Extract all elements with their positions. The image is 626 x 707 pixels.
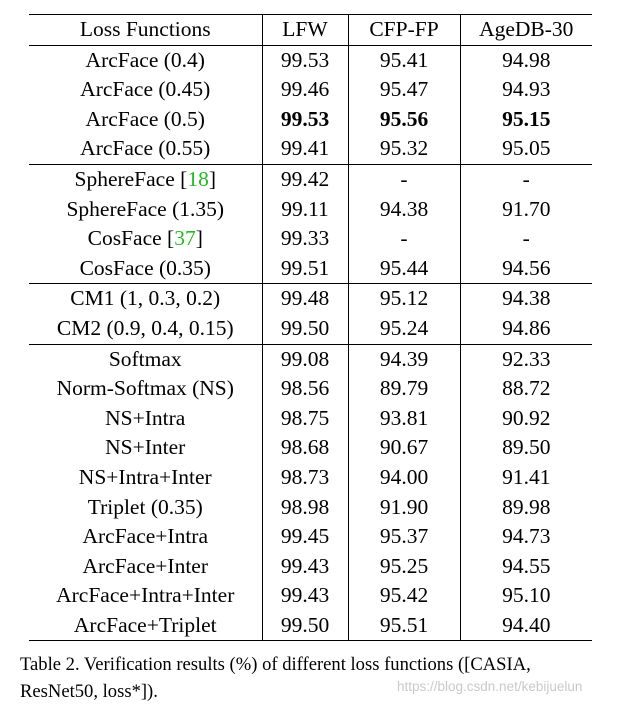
agedb-30-value: 94.38 — [460, 284, 592, 314]
loss-function-cell — [29, 75, 262, 105]
lfw-value: 99.11 — [262, 195, 348, 225]
header-cfp-fp: CFP-FP — [348, 15, 460, 46]
table-row — [29, 374, 592, 404]
lfw-value: 99.51 — [262, 254, 348, 284]
cfp-fp-value: 95.42 — [348, 581, 460, 611]
lfw-value: 99.42 — [262, 164, 348, 194]
loss-function-name: ArcFace (0.45) — [80, 77, 211, 102]
loss-function-cell — [29, 463, 262, 493]
agedb-30-value: 91.70 — [460, 195, 592, 225]
header-lfw: LFW — [262, 15, 348, 46]
loss-function-name: ArcFace+Inter — [82, 553, 209, 578]
cfp-fp-value: 95.47 — [348, 75, 460, 105]
lfw-value: 99.46 — [262, 75, 348, 105]
table-row — [29, 493, 592, 523]
loss-function-name: ArcFace+Triplet — [73, 612, 217, 637]
loss-function-name: NS+Intra — [105, 405, 186, 430]
cfp-fp-value: 95.25 — [348, 552, 460, 582]
lfw-value: 99.45 — [262, 522, 348, 552]
loss-function-cell — [29, 374, 262, 404]
table-row — [29, 433, 592, 463]
citation-link[interactable]: 18 — [187, 166, 209, 191]
loss-function-name: CM2 (0.9, 0.4, 0.15) — [56, 315, 234, 340]
loss-function-cell — [29, 493, 262, 523]
loss-function-cell — [29, 522, 262, 552]
lfw-value: 98.73 — [262, 463, 348, 493]
agedb-30-value: 94.55 — [460, 552, 592, 582]
lfw-value: 98.68 — [262, 433, 348, 463]
loss-function-cell — [29, 254, 262, 284]
table-row — [29, 552, 592, 582]
table-caption: Table 2. Verification results (%) of different loss functions ([CASIA, ResNet50, loss*]). — [20, 654, 531, 702]
loss-function-name: CosFace — [87, 226, 162, 251]
cfp-fp-value: 95.24 — [348, 314, 460, 344]
loss-function-name: Triplet (0.35) — [87, 494, 203, 519]
header-loss-functions: Loss Functions — [29, 15, 262, 46]
lfw-value: 98.98 — [262, 493, 348, 523]
table-row — [29, 164, 592, 194]
loss-function-name: Softmax — [108, 346, 182, 371]
lfw-value: 99.41 — [262, 134, 348, 164]
cfp-fp-value: - — [348, 164, 460, 194]
table-row — [29, 224, 592, 254]
agedb-30-value: 89.98 — [460, 493, 592, 523]
cfp-fp-value: 91.90 — [348, 493, 460, 523]
agedb-30-value: 88.72 — [460, 374, 592, 404]
cfp-fp-value: 95.12 — [348, 284, 460, 314]
cfp-fp-value: 95.32 — [348, 134, 460, 164]
loss-function-name: SphereFace (1.35) — [66, 196, 225, 221]
loss-function-name: ArcFace (0.5) — [85, 106, 205, 131]
lfw-value: 99.48 — [262, 284, 348, 314]
cfp-fp-value: 95.37 — [348, 522, 460, 552]
table-row — [29, 105, 592, 135]
loss-function-name: ArcFace+Intra — [82, 524, 209, 549]
agedb-30-value: 90.92 — [460, 404, 592, 434]
agedb-30-value: 89.50 — [460, 433, 592, 463]
loss-function-name: SphereFace — [74, 166, 175, 191]
cfp-fp-value: 94.00 — [348, 463, 460, 493]
header-agedb-30: AgeDB-30 — [460, 15, 592, 46]
cfp-fp-value: 94.38 — [348, 195, 460, 225]
loss-function-cell — [29, 611, 262, 641]
table-row — [29, 284, 592, 314]
cfp-fp-value: 89.79 — [348, 374, 460, 404]
lfw-value: 99.43 — [262, 552, 348, 582]
cfp-fp-value: 95.56 — [348, 105, 460, 135]
citation-link[interactable]: 37 — [174, 226, 196, 251]
loss-function-cell — [29, 284, 262, 314]
loss-function-name: NS+Inter — [105, 435, 186, 460]
table-row — [29, 344, 592, 374]
agedb-30-value: 94.40 — [460, 611, 592, 641]
loss-function-name: Norm-Softmax (NS) — [56, 376, 234, 401]
lfw-value: 98.56 — [262, 374, 348, 404]
loss-function-cell — [29, 552, 262, 582]
table-body — [29, 45, 592, 641]
lfw-value: 99.53 — [262, 105, 348, 135]
agedb-30-value: 94.98 — [460, 45, 592, 75]
table-row — [29, 134, 592, 164]
loss-function-cell — [29, 314, 262, 344]
loss-function-cell — [29, 433, 262, 463]
lfw-value: 99.50 — [262, 314, 348, 344]
table-row — [29, 75, 592, 105]
watermark: https://blog.csdn.net/kebijuelun — [397, 679, 583, 694]
cfp-fp-value: 95.44 — [348, 254, 460, 284]
agedb-30-value: - — [460, 224, 592, 254]
lfw-value: 99.53 — [262, 45, 348, 75]
table-row — [29, 522, 592, 552]
table-row — [29, 45, 592, 75]
loss-function-name: CosFace (0.35) — [79, 255, 211, 280]
loss-function-cell — [29, 581, 262, 611]
loss-function-cell: CosFace [37] — [87, 226, 203, 251]
agedb-30-value: 94.86 — [460, 314, 592, 344]
loss-function-name: ArcFace (0.4) — [85, 47, 205, 72]
loss-function-cell — [29, 134, 262, 164]
loss-function-name: ArcFace (0.55) — [80, 136, 211, 161]
loss-function-cell: SphereFace [18] — [74, 166, 216, 191]
table-row — [29, 314, 592, 344]
cfp-fp-value: - — [348, 224, 460, 254]
cfp-fp-value: 90.67 — [348, 433, 460, 463]
results-table-container — [29, 14, 592, 641]
table-row — [29, 611, 592, 641]
lfw-value: 99.33 — [262, 224, 348, 254]
loss-function-cell — [29, 195, 262, 225]
loss-function-name: NS+Intra+Inter — [78, 464, 212, 489]
agedb-30-value: 94.93 — [460, 75, 592, 105]
lfw-value: 99.43 — [262, 581, 348, 611]
table-row — [29, 404, 592, 434]
agedb-30-value: 92.33 — [460, 344, 592, 374]
table-row — [29, 254, 592, 284]
table-row — [29, 195, 592, 225]
agedb-30-value: - — [460, 164, 592, 194]
loss-function-cell — [29, 45, 262, 75]
table-row — [29, 581, 592, 611]
loss-function-cell — [29, 344, 262, 374]
cfp-fp-value: 95.41 — [348, 45, 460, 75]
cfp-fp-value: 93.81 — [348, 404, 460, 434]
lfw-value: 99.50 — [262, 611, 348, 641]
agedb-30-value: 94.73 — [460, 522, 592, 552]
lfw-value: 99.08 — [262, 344, 348, 374]
agedb-30-value: 95.10 — [460, 581, 592, 611]
agedb-30-value: 94.56 — [460, 254, 592, 284]
table-header-row — [29, 15, 592, 46]
results-table — [29, 14, 592, 641]
lfw-value: 98.75 — [262, 404, 348, 434]
loss-function-cell — [29, 105, 262, 135]
agedb-30-value: 95.15 — [460, 105, 592, 135]
cfp-fp-value: 94.39 — [348, 344, 460, 374]
cfp-fp-value: 95.51 — [348, 611, 460, 641]
agedb-30-value: 95.05 — [460, 134, 592, 164]
agedb-30-value: 91.41 — [460, 463, 592, 493]
loss-function-name: ArcFace+Intra+Inter — [56, 583, 235, 608]
loss-function-cell — [29, 404, 262, 434]
loss-function-name: CM1 (1, 0.3, 0.2) — [70, 286, 221, 311]
table-row — [29, 463, 592, 493]
